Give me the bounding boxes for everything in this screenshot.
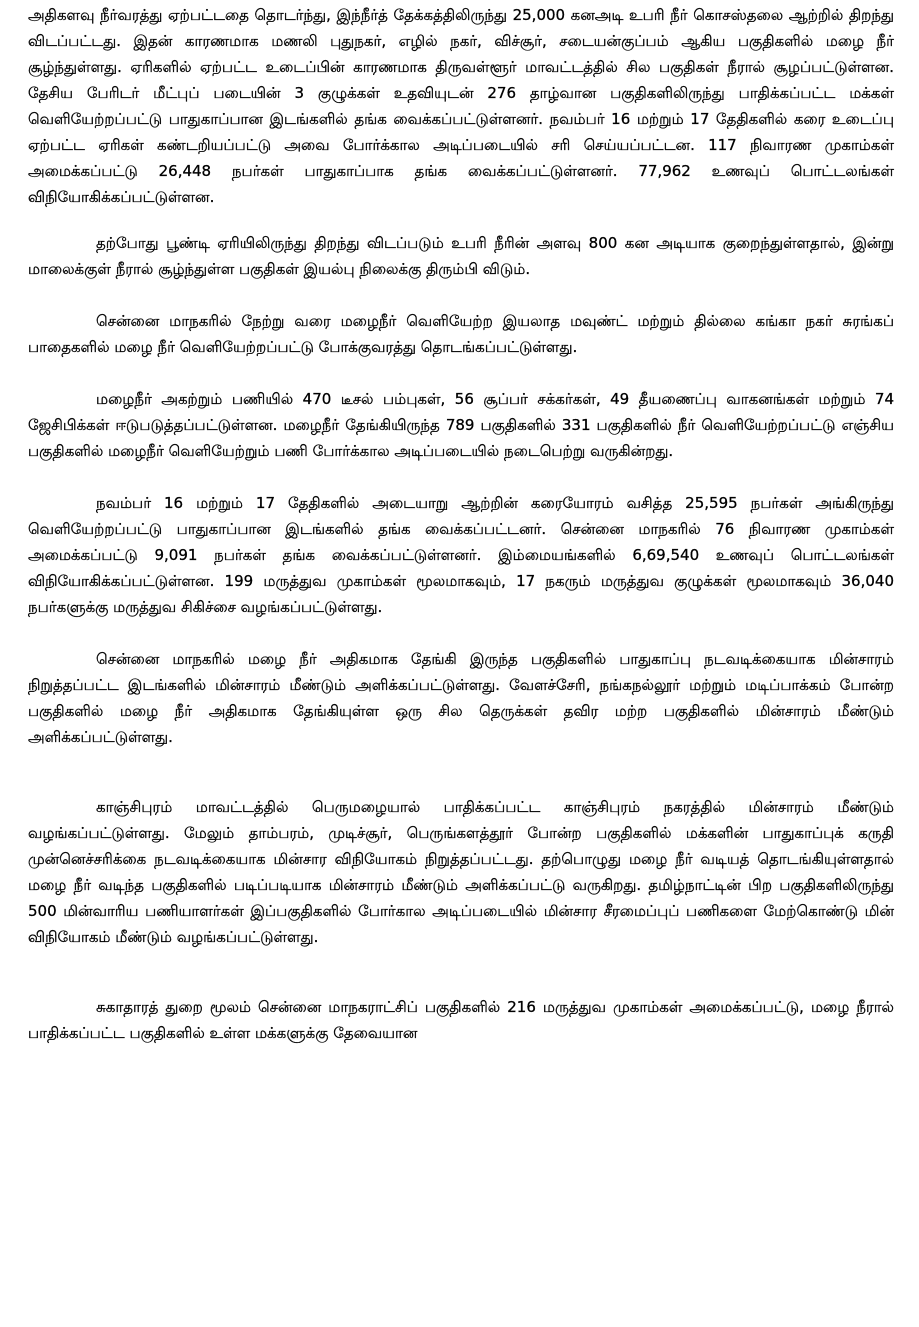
paragraph-subway-traffic: சென்னை மாநகரில் நேற்று வரை மழைநீர் வெளியேற்ற இயலாத மவுண்ட் மற்றும் தில்லை கங்கா நகர் சுரங்கப் பாதைகளில் மழை நீர் வெளியேற்றப்பட்டு போக்குவரத்து தொடங்கப்பட்டுள்ளது.	[28, 312, 894, 356]
paragraph-flood-release: அதிகளவு நீர்வரத்து ஏற்பட்டதை தொடர்ந்து, இந்நீர்த் தேக்கத்திலிருந்து 25,000 கனஅடி உபரி நீர் கொசஸ்தலை ஆற்றில் திறந்து விடப்பட்டது. இதன் காரணமாக மணலி புதுநகர், எழில் நகர், விச்சூர், சடையன்குப்பம் ஆகிய பகுதிகளில் மழை நீர் சூழ்ந்துள்ளது. ஏரிகளில் ஏற்பட்ட உடைப்பின் காரணமாக திருவள்ளூர் மாவட்டத்தில் சில பகுதிகள் நீரால் சூழப்பட்டுள்ளன. தேசிய பேரிடர் மீட்புப் படையின் 3 குழுக்கள் உதவியுடன் 276 தாழ்வான பகுதிகளிலிருந்து பாதிக்கப்பட்ட மக்கள் வெளியேற்றப்பட்டு பாதுகாப்பான இடங்களில் தங்க வைக்கப்பட்டுள்ளனர். நவம்பர் 16 மற்றும் 17 தேதிகளில் கரை உடைப்பு ஏற்பட்ட ஏரிகள் கண்டறியப்பட்டு அவை போர்க்கால அடிப்படையில் சரி செய்யப்பட்டன. 117 நிவாரண முகாம்கள் அமைக்கப்பட்டு 26,448 நபர்கள் பாதுகாப்பாக தங்க வைக்கப்பட்டுள்ளனர். 77,962 உணவுப் பொட்டலங்கள் விநியோகிக்கப்பட்டுள்ளன.	[28, 6, 894, 206]
paragraph-power-restoration: சென்னை மாநகரில் மழை நீர் அதிகமாக தேங்கி இருந்த பகுதிகளில் பாதுகாப்பு நடவடிக்கையாக மின்சாரம் நிறுத்தப்பட்ட இடங்களில் மின்சாரம் மீண்டும் அளிக்கப்பட்டுள்ளது. வேளச்சேரி, நங்கநல்லூர் மற்றும் மடிப்பாக்கம் போன்ற பகுதிகளில் மழை நீர் அதிகமாக தேங்கியுள்ள ஒரு சில தெருக்கள் தவிர மற்ற பகுதிகளில் மின்சாரம் மீண்டும் அளிக்கப்பட்டுள்ளது.	[28, 650, 894, 746]
paragraph-drainage-pumps: மழைநீர் அகற்றும் பணியில் 470 டீசல் பம்புகள், 56 சூப்பர் சக்கர்கள், 49 தீயணைப்பு வாகனங்கள் மற்றும் 74 ஜேசிபிக்கள் ஈடுபடுத்தப்பட்டுள்ளன. மழைநீர் தேங்கியிருந்த 789 பகுதிகளில் 331 பகுதிகளில் நீர் வெளியேற்றப்பட்டு எஞ்சிய பகுதிகளில் மழைநீர் வெளியேற்றும் பணி போர்க்கால அடிப்படையில் நடைபெற்று வருகின்றது.	[28, 390, 894, 460]
paragraph-adyar-relief: நவம்பர் 16 மற்றும் 17 தேதிகளில் அடையாறு ஆற்றின் கரையோரம் வசித்த 25,595 நபர்கள் அங்கிருந்து வெளியேற்றப்பட்டு பாதுகாப்பான இடங்களில் தங்க வைக்கப்பட்டனர். சென்னை மாநகரில் 76 நிவாரண முகாம்கள் அமைக்கப்பட்டு 9,091 நபர்கள் தங்க வைக்கப்பட்டுள்ளனர். இம்மையங்களில் 6,69,540 உணவுப் பொட்டலங்கள் விநியோகிக்கப்பட்டுள்ளன. 199 மருத்துவ முகாம்கள் மூலமாகவும், 17 நகரும் மருத்துவ குழுக்கள் மூலமாகவும் 36,040 நபர்களுக்கு மருத்துவ சிகிச்சை வழங்கப்பட்டுள்ளது.	[28, 494, 894, 616]
paragraph-health-camps: சுகாதாரத் துறை மூலம் சென்னை மாநகராட்சிப் பகுதிகளில் 216 மருத்துவ முகாம்கள் அமைக்கப்பட்டு, மழை நீரால் பாதிக்கப்பட்ட பகுதிகளில் உள்ள மக்களுக்கு தேவையான	[28, 998, 894, 1042]
paragraph-poondi-lake: தற்போது பூண்டி ஏரியிலிருந்து திறந்து விடப்படும் உபரி நீரின் அளவு 800 கன அடியாக குறைந்துள்ளதால், இன்று மாலைக்குள் நீரால் சூழ்ந்துள்ள பகுதிகள் இயல்பு நிலைக்கு திரும்பி விடும்.	[28, 234, 894, 278]
paragraph-kanchipuram-power: காஞ்சிபுரம் மாவட்டத்தில் பெருமழையால் பாதிக்கப்பட்ட காஞ்சிபுரம் நகரத்தில் மின்சாரம் மீண்டும் வழங்கப்பட்டுள்ளது. மேலும் தாம்பரம், முடிச்சூர், பெருங்களத்தூர் போன்ற பகுதிகளில் மக்களின் பாதுகாப்புக் கருதி முன்னெச்சரிக்கை நடவடிக்கையாக மின்சார விநியோகம் நிறுத்தப்பட்டது. தற்பொழுது மழை நீர் வடியத் தொடங்கியுள்ளதால் மழை நீர் வடிந்த பகுதிகளில் படிப்படியாக மின்சாரம் மீண்டும் அளிக்கப்பட்டு வருகிறது. தமிழ்நாட்டின் பிற பகுதிகளிலிருந்து 500 மின்வாரிய பணியாளர்கள் இப்பகுதிகளில் போர்கால அடிப்படையில் மின்சார சீரமைப்புப் பணிகளை மேற்கொண்டு மின் விநியோகம் மீண்டும் வழங்கப்பட்டுள்ளது.	[28, 798, 894, 946]
document-page	[28, 0, 894, 1046]
